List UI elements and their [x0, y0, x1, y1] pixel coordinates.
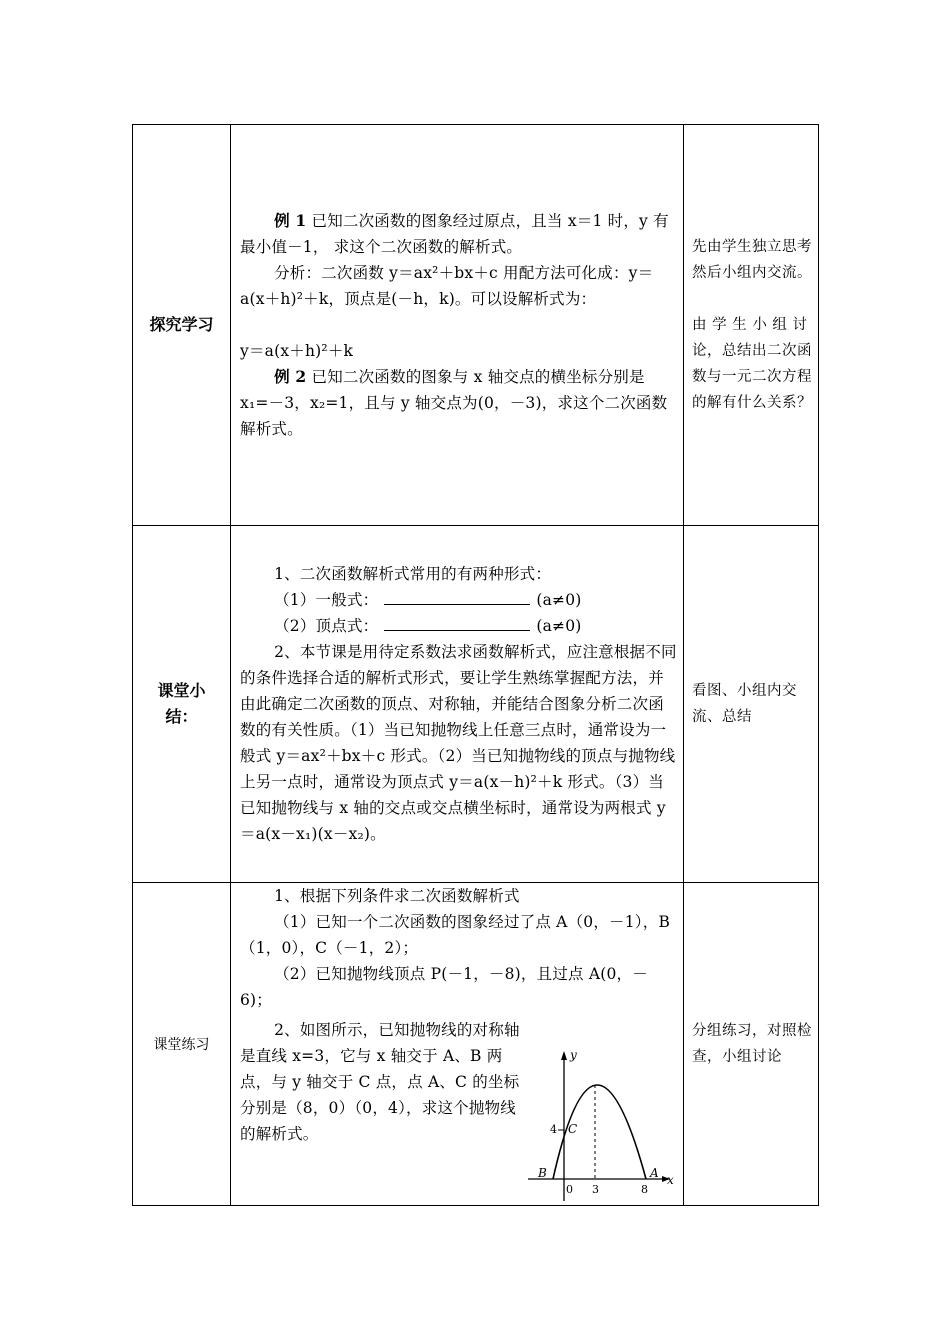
tick-label-0: 0	[566, 1183, 574, 1196]
practice-1b: （2）已知抛物线顶点 P(－1，－8)，且过点 A(0，－6)；	[240, 965, 648, 1009]
example-1	[240, 208, 677, 260]
analysis-text: 分析：二次函数 y＝ax²＋bx＋c 用配方法可化成：y＝a(x＋h)²＋k，顶点是(－h，k)。可以设解析式为：	[240, 264, 654, 308]
note-cell-summary	[684, 526, 819, 883]
blank-line	[384, 587, 530, 605]
tick-label-4: 4	[550, 1123, 558, 1136]
row-practice	[133, 883, 819, 1206]
summary-point-2: 2、本节课是用待定系数法求函数解析式，应注意根据不同的条件选择合适的解析式形式，要让学生熟练掌握配方法，并由此确定二次函数的顶点、对称轴，并能结合图象分析二次函数的有关性质。（1）当已知抛物线上任意三点时，通常设为一般式 y＝ax²＋bx＋c 形式。（2）当已知抛物线的顶点与抛物线上另一点时，通常设为顶点式 y＝a(x－h)²＋k 形式。（3）当已知抛物线与 x 轴的交点或交点横坐标时，通常设为两根式 y＝a(x－x₁)(x－x₂)。	[240, 643, 677, 843]
row-label: 探究学习	[149, 315, 214, 334]
note-2: 由 学 生 小 组 讨论，总结出二次函数与一元二次方程的解有什么关系？	[692, 317, 812, 411]
formula: y＝a(x＋h)²＋k	[240, 342, 354, 360]
y-axis-arrow	[561, 1051, 567, 1060]
label-cell-explore	[133, 125, 231, 526]
lesson-table	[132, 124, 819, 1206]
content-cell-explore	[231, 125, 684, 526]
example-1-text: 已知二次函数的图象经过原点，且当 x＝1 时，y 有最小值－1， 求这个二次函数的解析式。	[240, 212, 669, 256]
parabola-curve	[553, 1085, 646, 1179]
point-c-label: C	[568, 1122, 578, 1136]
note-1: 先由学生独立思考然后小组内交流。	[692, 239, 812, 281]
example-2-text: 已知二次函数的图象与 x 轴交点的横坐标分别是 x₁=－3，x₂=1，且与 y 轴交点为(0，－3)，求这个二次函数解析式。	[240, 368, 668, 438]
practice-2: 2、如图所示，已知抛物线的对称轴是直线 x=3，它与 x 轴交于 A、B 两点，与 y 轴交于 C 点，点 A、C 的坐标分别是（8，0）（0，4），求这个抛物线的解析式。	[240, 1021, 520, 1143]
form-vertex	[240, 613, 677, 639]
form-general-label: （1）一般式：	[274, 591, 379, 609]
x-axis-label: x	[667, 1173, 674, 1187]
row-label: 课堂小结：	[157, 681, 206, 726]
form-general	[240, 587, 677, 613]
row-label: 课堂练习	[153, 1037, 210, 1053]
example-1-title: 例 1	[274, 211, 307, 230]
summary-point-1: 1、二次函数解析式常用的有两种形式：	[274, 565, 552, 583]
form-vertex-condition: (a≠0)	[536, 617, 582, 635]
note-summary: 看图、小组内交流、总结	[692, 683, 797, 725]
practice-1a: （1）已知一个二次函数的图象经过了点 A（0，－1），B（1，0），C（－1，2）；	[240, 913, 671, 957]
parabola-figure	[528, 1031, 678, 1205]
row-summary	[133, 526, 819, 883]
point-b-label: B	[538, 1166, 548, 1180]
label-cell-practice	[133, 883, 231, 1206]
tick-label-8: 8	[641, 1183, 649, 1196]
example-2-title: 例 2	[274, 367, 307, 386]
y-axis-label: y	[570, 1048, 577, 1062]
practice-1: 1、根据下列条件求二次函数解析式	[274, 887, 520, 905]
note-cell-practice	[684, 883, 819, 1206]
content-cell-practice	[231, 883, 684, 1206]
label-cell-summary	[133, 526, 231, 883]
blank-line	[384, 613, 530, 631]
note-cell-explore	[684, 125, 819, 526]
example-2	[240, 364, 677, 442]
content-cell-summary	[231, 526, 684, 883]
point-a-label: A	[650, 1166, 659, 1180]
form-general-condition: (a≠0)	[536, 591, 582, 609]
tick-label-3: 3	[592, 1183, 600, 1196]
note-practice: 分组练习，对照检查，小组讨论	[692, 1023, 812, 1065]
form-vertex-label: （2）顶点式：	[274, 617, 379, 635]
row-explore	[133, 125, 819, 526]
